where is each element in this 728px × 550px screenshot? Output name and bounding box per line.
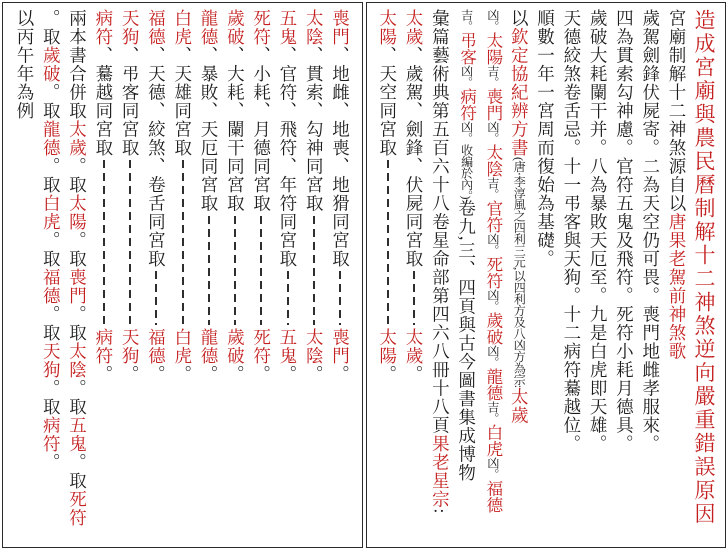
pairing-column-suipo [222,9,248,383]
text-run: 、天德、絞煞、卷舌同宮取 [146,46,167,268]
text-run: 。 [251,364,272,383]
text-run: 。取 [41,157,62,194]
text-run: 。取 [41,379,62,416]
star-name: 太陽 [67,194,88,231]
star-name: 龍德 [199,327,220,365]
pairing-result [301,328,327,384]
text-run: 、暴敗、天厄同宮取 [199,46,220,213]
text-run: 。取 [67,231,88,268]
star-name: 喪門 [330,327,351,365]
gloss: 吉。 [485,401,500,424]
text-run: 兩本書合併取 [67,9,88,120]
star-name: 天狗 [41,342,62,379]
leader-line [301,213,327,328]
text-run: 。取 [41,83,62,120]
text-run: 以 [509,9,530,28]
star-name: 歲破 [483,312,503,345]
star-name: 白虎 [172,327,193,365]
star-name: 白虎 [483,424,503,457]
star-name: 死符 [483,256,503,289]
verse-line-1 [637,9,663,539]
text-run: 、官符、飛符、年符同宮取 [277,46,298,268]
right-page [366,2,727,548]
summary-line [532,9,558,539]
text-run: 。 [330,364,351,383]
star-name: 福德 [146,9,167,46]
star-name: 五鬼 [277,9,298,46]
gloss: 凶。 [485,121,500,144]
star-name: 龍德 [483,368,503,401]
star-name: 太陰 [483,144,503,177]
star-name: 死符 [67,490,88,527]
gloss: (唐‧李淳風之四利三元,以四利方及八凶方為宗: [512,157,527,388]
gloss: 吉。 [485,65,500,88]
pairing-names [275,9,301,268]
leader-line [374,157,400,328]
gloss: 凶。 [485,233,500,256]
leader-line [275,268,301,328]
text-run: 、大耗、闌干同宮取 [225,46,246,213]
star-name: 福德 [483,480,503,513]
pairing-result [143,328,169,384]
pairing-column-fude [143,9,169,383]
gloss: 凶。 [459,65,474,88]
star-name: 白虎 [41,194,62,231]
text-run: 。 [404,364,425,383]
leader-line [169,157,195,328]
verse-line-2 [611,9,637,539]
left-page [2,2,363,548]
pairing-names [117,9,143,157]
pairing-column-taisui [401,9,427,383]
pairing-names [248,9,274,213]
leader-line [401,268,427,328]
text-run: 。 [225,364,246,383]
star-name: 病符 [457,88,477,121]
star-name: 太陰 [304,9,325,46]
text-run: 、歲駕、劍鋒、伏屍同宮取 [404,46,425,268]
text-run: 。 [41,453,62,472]
leader-line [196,213,222,328]
star-name: 龍德 [199,9,220,46]
text-run: 。 [172,364,193,383]
leader-line [222,213,248,328]
pairing-result [91,328,117,384]
text-run: 。取 [67,157,88,194]
star-name: 太陽 [377,9,398,46]
text-run: 、弔客同宮取 [120,46,141,157]
pairing-column-wugui [275,9,301,383]
text-run: 。取 [67,379,88,416]
pairing-result [222,328,248,384]
pairing-names [374,9,400,157]
star-name: 喪門 [483,88,503,121]
star-name: 太陽 [483,32,503,65]
gloss: 吉。 [459,9,474,32]
text-run: 。 [304,364,325,383]
pairing-result [169,328,195,384]
star-name: 病符 [93,327,114,365]
text-run: 。取 [67,453,88,490]
text-run: 。取 [41,9,62,46]
text-run: 。 [120,364,141,383]
pairing-names [301,9,327,213]
text-run: 歲駕劍鋒伏屍寄。二為天空仍可畏。喪門地雌孝服來。 [640,9,661,453]
merge-summary-1 [64,9,90,539]
star-name: 福德 [146,327,167,365]
text-run: 。取 [41,305,62,342]
star-name: 喪門 [330,9,351,46]
pairing-names [196,9,222,213]
source-reference-1 [506,9,532,539]
star-name: 歲破 [41,46,62,83]
gloss: 吉。 [485,177,500,200]
pairing-column-baihu [169,9,195,383]
song-title: 唐果老駕前神煞歌 [667,212,687,361]
text-run: 、貫索、勾神同宮取 [304,46,325,213]
pairing-column-taiyang [374,9,400,383]
star-name: 太歲 [67,120,88,157]
star-name: 死符 [251,9,272,46]
text-run: 、天雄同宮取 [172,46,193,157]
text-run: 、地雌、地喪、地猾同宮取 [330,46,351,268]
star-name: 太陽 [377,327,398,365]
star-name: 天狗 [120,327,141,365]
text-run: 、驀越同宮取 [93,46,114,157]
leader-line [91,157,117,328]
star-name: 太陰 [67,342,88,379]
book-title: 果老星宗 [430,434,451,509]
star-name: 福德 [41,268,62,305]
star-name: 太陰 [304,327,325,365]
pairing-result [374,328,400,384]
pairing-names [91,9,117,157]
text-run: 。 [199,364,220,383]
text-run: 歲破大耗闌干并。八為暴敗天厄至。九是白虎即天雄。 [588,9,609,453]
star-name: 白虎 [172,9,193,46]
book-title: 欽定協紀辨方書 [509,27,530,157]
merge-summary-2 [38,9,64,539]
text-run: 彙篇藝術典第五百六十八卷星命部第四六八冊十八頁 [430,9,451,435]
text-run: 順數一年一宮周而復始為基礎。 [535,9,556,268]
pairing-names [169,9,195,157]
text-run: 、天空同宮取 [377,46,398,157]
leader-line [327,268,353,328]
pairing-result [401,328,427,384]
pairing-column-bingfu [91,9,117,383]
star-name: 太歲 [404,327,425,365]
star-name: 天狗 [120,9,141,46]
text-run: 以丙午年為例 [14,9,35,120]
pairing-names [327,9,353,268]
leader-line [117,157,143,328]
pairing-column-sifu [248,9,274,383]
pairing-names [143,9,169,268]
origin-line [664,9,690,539]
auspice-list-2 [453,9,479,539]
star-name: 病符 [93,9,114,46]
verse-line-4 [559,9,585,539]
title-column [690,9,717,539]
star-name: 太歲 [509,387,530,425]
gloss: 凶。 [485,457,500,480]
pairing-result [327,328,353,384]
star-name: 病符 [41,416,62,453]
star-name: 歲破 [225,327,246,365]
star-name: 弔客 [457,32,477,65]
leader-line [248,213,274,328]
gloss: 凶。 [485,345,500,368]
gloss: 凶。 [485,9,500,32]
star-name: 五鬼 [67,416,88,453]
pairing-column-taiyin [301,9,327,383]
text-run: : [430,508,451,515]
page-title: 造成宮廟與農民曆制解十二神煞逆向嚴重錯誤原因 [692,9,716,526]
verse-line-3 [585,9,611,539]
pairing-column-tiangou [117,9,143,383]
pairing-result [117,328,143,384]
star-name: 死符 [251,327,272,365]
pairing-names [401,9,427,268]
auspice-list-1 [480,9,506,539]
star-name: 喪門 [67,268,88,305]
source-reference-2 [427,9,453,539]
pairing-column-sangmen [327,9,353,383]
text-run: 。 [377,364,398,383]
star-name: 龍德 [41,120,62,157]
pairing-column-longde [196,9,222,383]
gloss: 凶。 [485,289,500,312]
text-run: 。 [93,364,114,383]
pairing-names [222,9,248,213]
pairing-result [196,328,222,384]
text-run: 四為貫索勾神慮。官符五鬼及飛符。死符小耗月德具。 [614,9,635,453]
text-run: 。 [146,364,167,383]
leader-line [143,268,169,328]
text-run: 、小耗、月德同宮取 [251,46,272,213]
pairing-result [248,328,274,384]
pairing-result [275,328,301,384]
star-name: 太歲 [404,9,425,46]
star-name: 歲破 [225,9,246,46]
text-run: 。取 [67,305,88,342]
star-name: 官符 [483,200,503,233]
text-run: 卷九,三、四頁與古今圖書集成博物 [456,199,477,482]
text-run: 宮廟制解十二神煞源自以 [667,9,687,213]
example-note [12,9,38,539]
star-name: 五鬼 [277,327,298,365]
text-run: 。取 [41,231,62,268]
text-run: 。 [277,364,298,383]
text-run: 天德絞煞卷舌忌。十一弔客與天狗。十二病符驀越位。 [561,9,582,453]
gloss: 凶。收編於內。) [459,121,474,199]
